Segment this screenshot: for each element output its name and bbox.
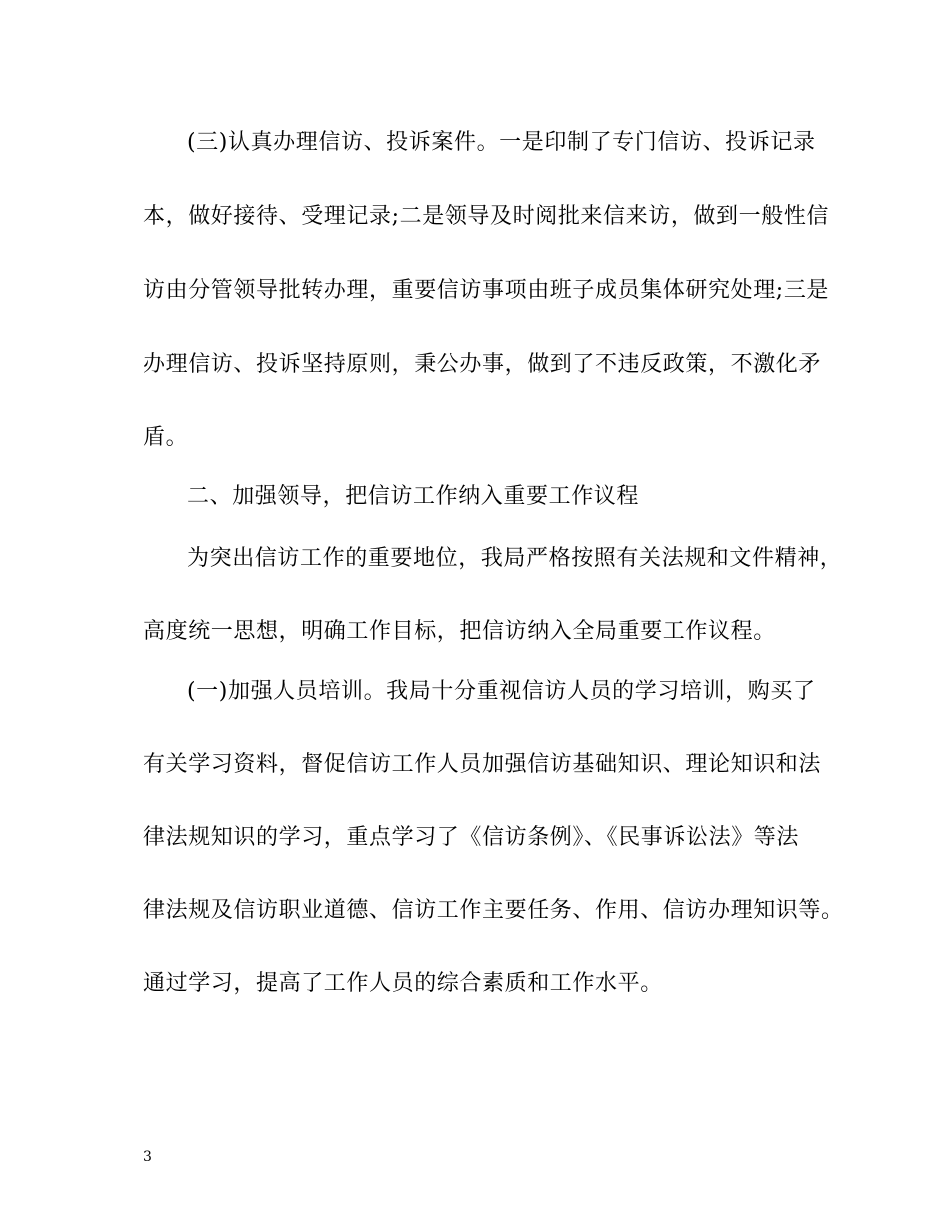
paragraph-1-line-5: 盾。 — [143, 425, 189, 450]
paragraph-1-line-3: 访由分管领导批转办理，重要信访事项由班子成员集体研究处理;三是 — [143, 278, 830, 303]
paragraph-4-line-5: 通过学习，提高了工作人员的综合素质和工作水平。 — [143, 971, 663, 996]
paragraph-4-line-3: 律法规知识的学习，重点学习了《信访条例》、《民事诉讼法》等法 — [143, 825, 800, 850]
paragraph-4-line-1: (一)加强人员培训。我局十分重视信访人员的学习培训，购买了 — [187, 679, 816, 704]
paragraph-4-line-2: 有关学习资料，督促信访工作人员加强信访基础知识、理论知识和法 — [143, 752, 822, 777]
paragraph-3-line-1: 为突出信访工作的重要地位，我局严格按照有关法规和文件精神， — [187, 546, 843, 571]
section-heading: 二、加强领导，把信访工作纳入重要工作议程 — [187, 484, 640, 509]
paragraph-1-line-2: 本，做好接待、受理记录;二是领导及时阅批来信来访，做到一般性信 — [143, 204, 830, 229]
paragraph-1-line-4: 办理信访、投诉坚持原则，秉公办事，做到了不违反政策，不激化矛 — [143, 352, 822, 377]
paragraph-4-line-4: 律法规及信访职业道德、信访工作主要任务、作用、信访办理知识等。 — [143, 898, 844, 923]
paragraph-1-line-1: (三)认真办理信访、投诉案件。一是印制了专门信访、投诉记录 — [187, 130, 816, 155]
page-number: 3 — [143, 1149, 152, 1165]
paragraph-3-line-2: 高度统一思想，明确工作目标，把信访纳入全局重要工作议程。 — [143, 619, 776, 644]
